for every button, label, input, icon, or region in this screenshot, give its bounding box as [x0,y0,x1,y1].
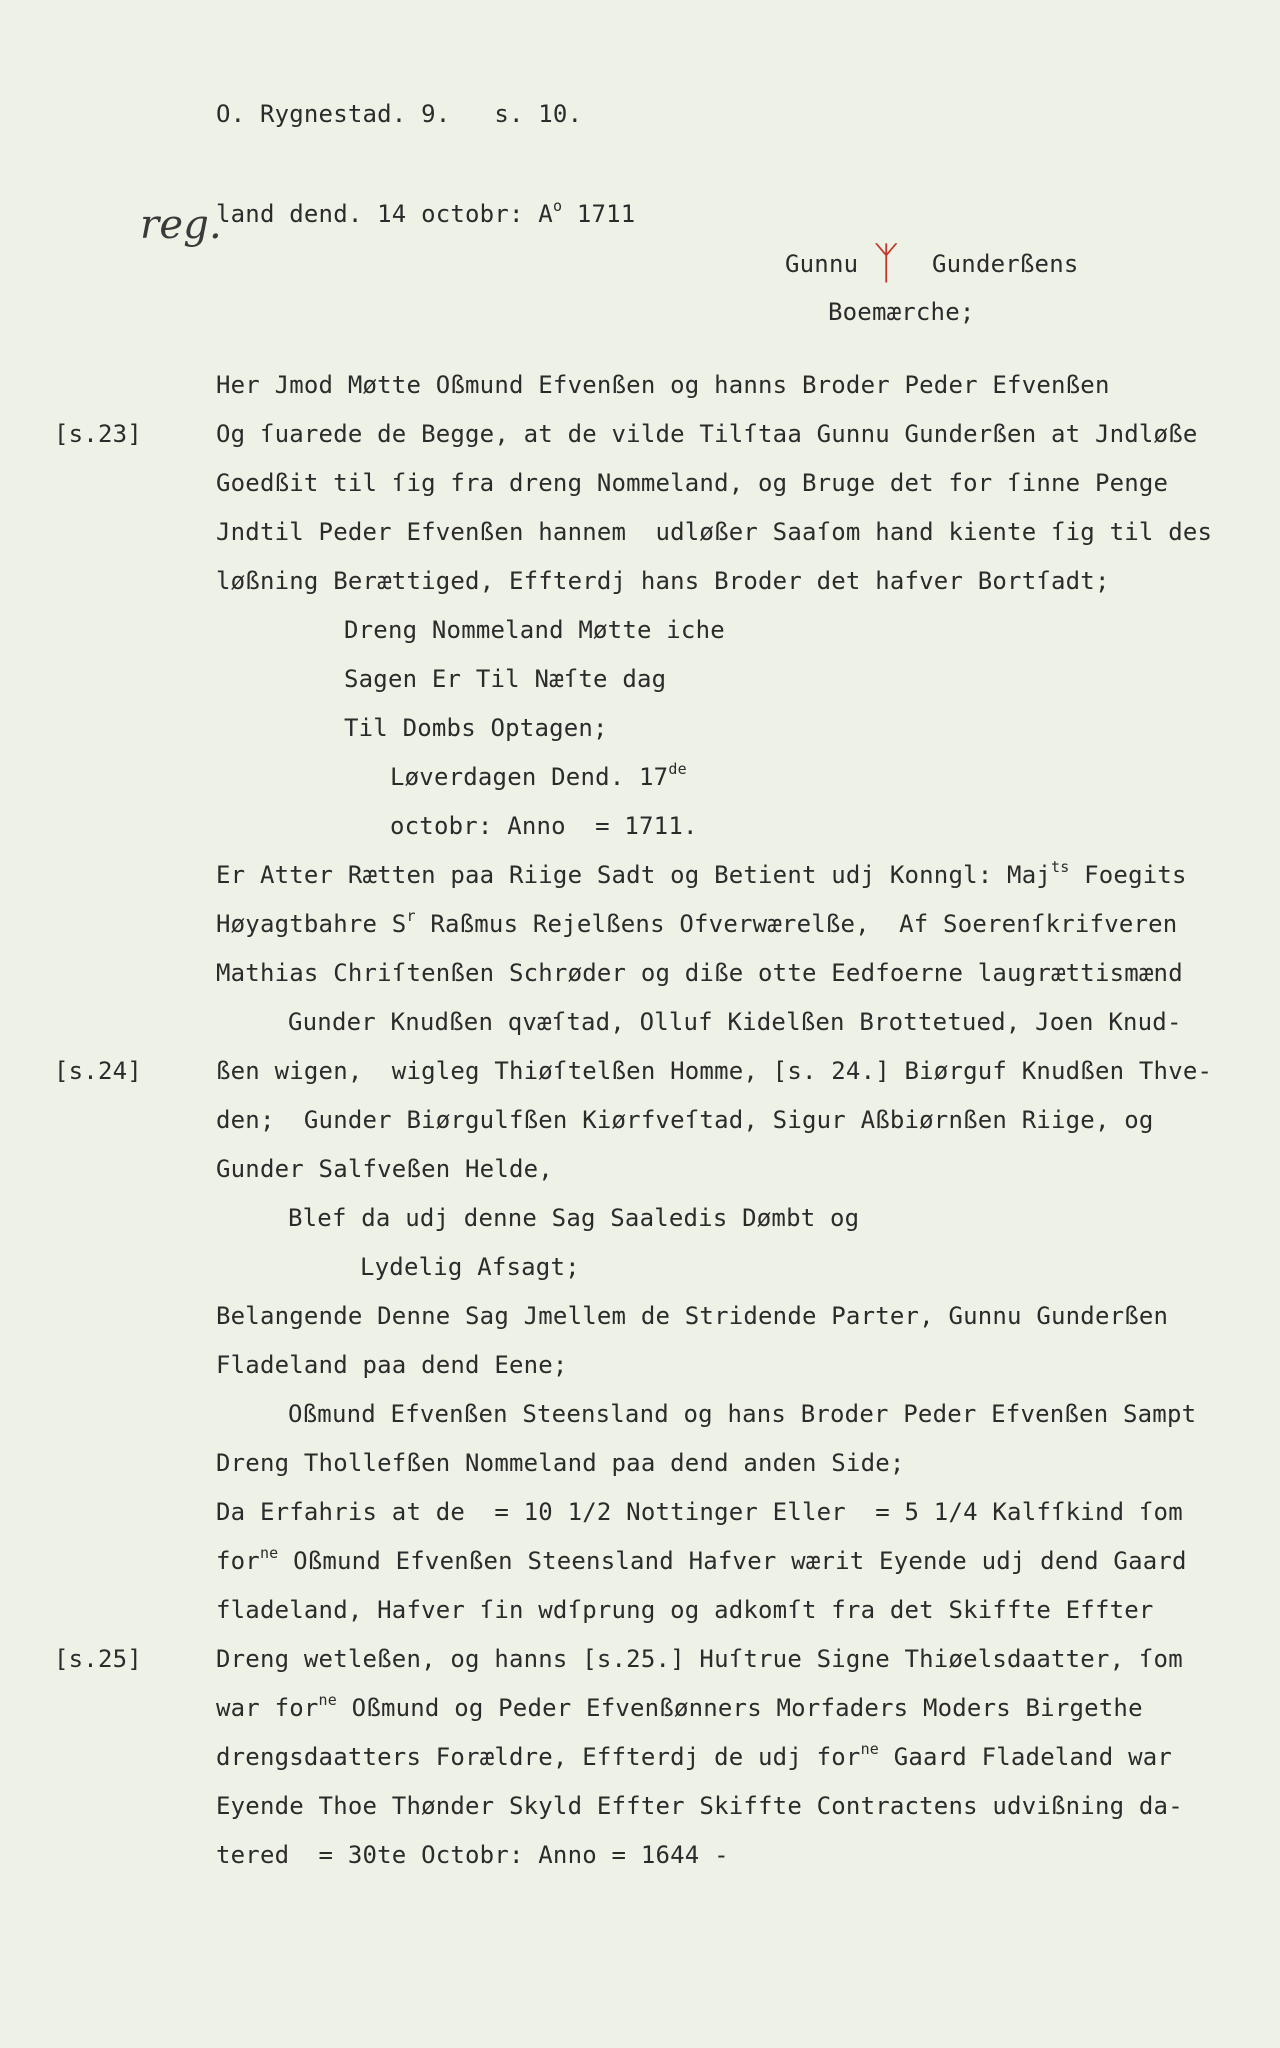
text-line-19: Lydelig Afsagt; [360,1253,580,1281]
text-line-29-main: drengsdaatters Forældre, Effterdj de udj for [216,1743,861,1771]
text-line-9 [390,762,687,792]
sign-label: Boemærche; [828,298,975,326]
text-line-5: løßning Berættiged, Effterdj hans Broder det hafver Bortſadt; [216,567,1110,595]
text-line-26: fladeland, Hafver ſin wdſprung og adkomſt fra det Skiffte Effter [216,1596,1154,1624]
text-line-18: Blef da udj denne Sag Saaledis Dømbt og [288,1204,860,1232]
text-line-2: Og ſuarede de Begge, at de vilde Tilſtaa Gunnu Gunderßen at Jndløße [216,420,1198,448]
text-line-20: Belangende Denne Sag Jmellem de Stridende Parter, Gunnu Gunderßen [216,1302,1169,1330]
sign-name-left: Gunnu [785,250,859,278]
page-header: O. Rygnestad. 9. s. 10. [216,100,583,128]
text-line-27: Dreng wetleßen, og hanns [s.25.] Huſtrue Signe Thiøelsdaatter, ſom [216,1645,1183,1673]
text-line-12-sup: r [406,907,416,925]
text-line-30: Eyende Thoe Thønder Skyld Effter Skiffte Contractens udvißning da- [216,1792,1183,1820]
text-line-25-main: for [216,1547,260,1575]
text-line-11-main: Er Atter Rætten paa Riige Sadt og Betient udj Konngl: Maj [216,861,1052,889]
text-line-23: Dreng Thollefßen Nommeland paa dend anden Side; [216,1449,905,1477]
text-line-3: Goedßit til ſig fra dreng Nommeland, og Bruge det for ſinne Penge [216,469,1169,497]
date-line-sup: o [552,197,563,215]
text-line-12 [216,909,1177,939]
margin-ref-s25: [s.25] [54,1645,142,1673]
text-line-25-end: Oßmund Efvenßen Steensland Hafver wærit Eyende udj dend Gaard [278,1547,1187,1575]
text-line-11 [216,860,1187,890]
text-line-15: ßen wigen, wigleg Thiøſtelßen Homme, [s. 24.] Biørguf Knudßen Thve- [216,1057,1213,1085]
text-line-6: Dreng Nommeland Møtte iche [344,616,725,644]
text-line-12-end: Raßmus Rejelßens Ofverwærelße, Af Soerenſkrifveren [415,910,1178,938]
text-line-29 [216,1742,1172,1772]
text-line-11-end: Foegits [1069,861,1187,889]
text-line-31: tered = 30te Octobr: Anno = 1644 - [216,1841,729,1869]
text-line-12-main: Høyagtbahre S [216,910,407,938]
text-line-28-end: Oßmund og Peder Efvenßønners Morfaders Moders Birgethe [337,1694,1143,1722]
text-line-9-sup: de [668,760,687,778]
text-line-29-end: Gaard Fladeland war [879,1743,1173,1771]
text-line-7: Sagen Er Til Næſte dag [344,665,667,693]
text-line-8: Til Dombs Optagen; [344,714,608,742]
date-line [216,199,635,229]
text-line-10: octobr: Anno = 1711. [390,812,698,840]
sign-name-right: Gunderßens [932,250,1079,278]
text-line-28-sup: ne [318,1691,338,1709]
text-line-4: Jndtil Peder Efvenßen hannem udløßer Saaſom hand kiente ſig til des [216,518,1213,546]
text-line-13: Mathias Chriſtenßen Schrøder og diße otte Eedfoerne laugrættismænd [216,959,1183,987]
text-line-25 [216,1546,1187,1576]
text-line-22: Oßmund Efvenßen Steensland og hans Broder Peder Efvenßen Sampt [288,1400,1197,1428]
handwritten-reg-note: reg. [140,202,222,248]
house-mark-icon: ᛉ [873,238,900,289]
text-line-21: Fladeland paa dend Eene; [216,1351,568,1379]
date-line-text: land dend. 14 octobr: A [216,200,553,228]
text-line-16: den; Gunder Biørgulfßen Kiørfveſtad, Sigur Aßbiørnßen Riige, og [216,1106,1154,1134]
text-line-28 [216,1693,1143,1723]
text-line-9-main: Løverdagen Dend. 17 [390,763,669,791]
margin-ref-s23: [s.23] [54,420,142,448]
date-line-year: 1711 [562,200,636,228]
text-line-14: Gunder Knudßen qvæſtad, Olluf Kidelßen Brottetued, Joen Knud- [288,1008,1182,1036]
text-line-25-sup: ne [259,1544,279,1562]
text-line-29-sup: ne [860,1740,880,1758]
text-line-28-main: war for [216,1694,319,1722]
text-line-17: Gunder Salfveßen Helde, [216,1155,553,1183]
text-line-11-sup: ts [1051,858,1070,876]
margin-ref-s24: [s.24] [54,1057,142,1085]
text-line-24: Da Erfahris at de = 10 1/2 Nottinger Eller = 5 1/4 Kalfſkind ſom [216,1498,1183,1526]
text-line-1: Her Jmod Møtte Oßmund Efvenßen og hanns Broder Peder Efvenßen [216,371,1110,399]
